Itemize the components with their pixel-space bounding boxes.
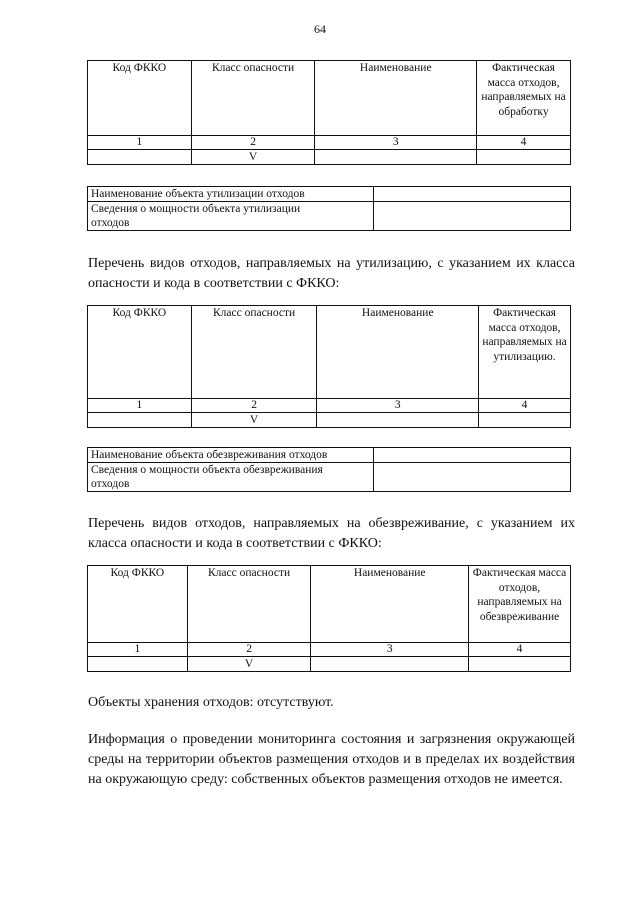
facility-capacity-value	[374, 202, 571, 231]
header-name: Наименование	[317, 306, 479, 399]
table-cell	[311, 657, 469, 672]
table-cell	[477, 150, 571, 165]
header-name: Наименование	[315, 61, 477, 136]
col-number: 3	[317, 399, 479, 413]
waste-neutralization-table	[87, 565, 571, 672]
col-number: 2	[187, 643, 311, 657]
facility-name-value	[374, 187, 571, 202]
header-mass: Фактическая масса отходов, направляемых на утилизацию.	[479, 306, 571, 399]
monitoring-paragraph: Информация о проведении мониторинга состояния и загрязнения окружающей среды на территории объектов размещения отходов и в пределах их воздействия на окружающую среду: собственных объектов размещения отходов не имеется.	[88, 732, 575, 787]
header-mass: Фактическая масса отходов, направляемых на обезвреживание	[469, 566, 571, 643]
header-class: Класс опасности	[191, 306, 317, 399]
neutralization-facility-table	[87, 447, 571, 492]
facility-capacity-label: Сведения о мощности объекта утилизации отходов	[88, 202, 374, 231]
facility-capacity-value	[374, 463, 571, 492]
col-number: 4	[479, 399, 571, 413]
header-code: Код ФККО	[88, 61, 192, 136]
col-number: 2	[191, 136, 315, 150]
table-cell	[88, 150, 192, 165]
header-code: Код ФККО	[88, 566, 188, 643]
waste-utilization-table	[87, 305, 571, 428]
header-class: Класс опасности	[191, 61, 315, 136]
facility-capacity-label: Сведения о мощности объекта обезвреживания отходов	[88, 463, 374, 492]
col-number: 2	[191, 399, 317, 413]
storage-paragraph: Объекты хранения отходов: отсутствуют.	[88, 695, 334, 710]
table-cell	[317, 413, 479, 428]
header-class: Класс опасности	[187, 566, 311, 643]
facility-name-value	[374, 448, 571, 463]
table-cell: V	[187, 657, 311, 672]
col-number: 1	[88, 136, 192, 150]
col-number: 1	[88, 643, 188, 657]
table-cell: V	[191, 413, 317, 428]
utilization-facility-table	[87, 186, 571, 231]
page-number: 64	[314, 22, 326, 36]
table-cell	[479, 413, 571, 428]
utilization-paragraph: Перечень видов отходов, направляемых на утилизацию, с указанием их класса опасности и кода в соответствии с ФККО:	[88, 256, 575, 291]
facility-name-label: Наименование объекта обезвреживания отходов	[88, 448, 374, 463]
facility-name-label: Наименование объекта утилизации отходов	[88, 187, 374, 202]
neutralization-paragraph: Перечень видов отходов, направляемых на обезвреживание, с указанием их класса опасности и кода в соответствии с ФККО:	[88, 516, 575, 551]
waste-processing-table	[87, 60, 571, 165]
table-cell: V	[191, 150, 315, 165]
table-cell	[88, 413, 192, 428]
table-cell	[88, 657, 188, 672]
table-cell	[315, 150, 477, 165]
col-number: 4	[469, 643, 571, 657]
header-code: Код ФККО	[88, 306, 192, 399]
col-number: 4	[477, 136, 571, 150]
header-mass: Фактическая масса отходов, направляемых на обработку	[477, 61, 571, 136]
header-name: Наименование	[311, 566, 469, 643]
col-number: 1	[88, 399, 192, 413]
col-number: 3	[315, 136, 477, 150]
col-number: 3	[311, 643, 469, 657]
table-cell	[469, 657, 571, 672]
